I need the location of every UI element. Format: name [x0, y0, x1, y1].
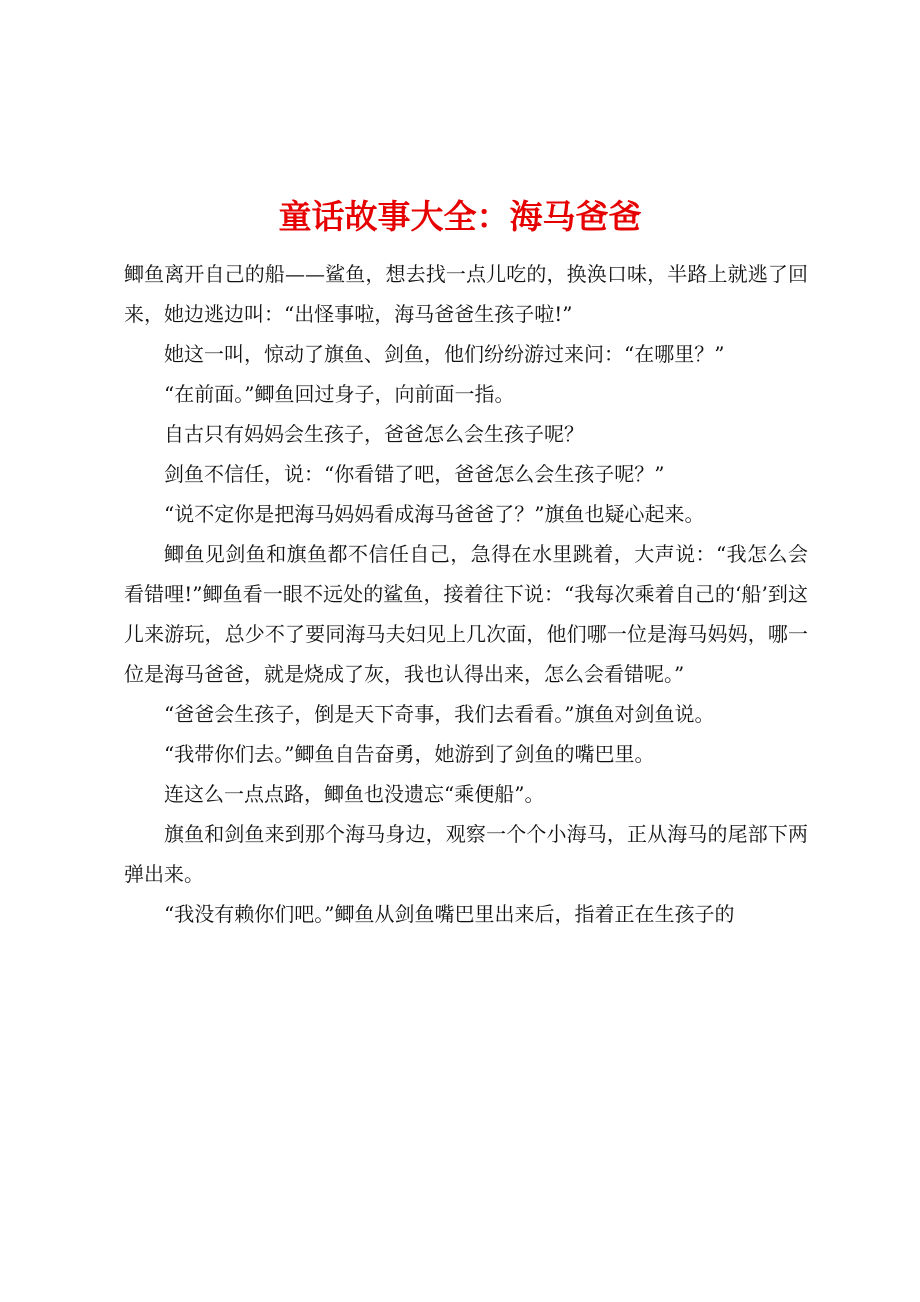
paragraph-12: “我没有赖你们吧。”鲫鱼从剑鱼嘴巴里出来后，指着正在生孩子的	[164, 902, 735, 926]
paragraph-4: 自古只有妈妈会生孩子，爸爸怎么会生孩子呢？	[164, 422, 584, 446]
document-title: 童话故事大全：海马爸爸	[278, 197, 642, 236]
paragraph-5: 剑鱼不信任，说：“你看错了吧，爸爸怎么会生孩子呢？”	[164, 462, 665, 486]
paragraph-11: 旗鱼和剑鱼来到那个海马身边，观察一个个小海马，正从海马的尾部下两弹出来。	[124, 822, 808, 886]
paragraph-8: “爸爸会生孩子，倒是天下奇事，我们去看看。”旗鱼对剑鱼说。	[164, 702, 715, 726]
paragraph-10: 连这么一点点路，鲫鱼也没遗忘“乘便船”。	[164, 782, 545, 806]
document-body	[124, 254, 808, 934]
paragraph-2: 她这一叫，惊动了旗鱼、剑鱼，他们纷纷游过来问：“在哪里？”	[164, 342, 725, 366]
paragraph-3: “在前面。”鲫鱼回过身子，向前面一指。	[164, 382, 515, 406]
paragraph-9: “我带你们去。”鲫鱼自告奋勇，她游到了剑鱼的嘴巴里。	[164, 742, 655, 766]
paragraph-1: 鲫鱼离开自己的船——鲨鱼，想去找一点儿吃的，换涣口味，半路上就逃了回来，她边逃边叫：“出怪事啦，海马爸爸生孩子啦!”	[124, 262, 808, 326]
paragraph-7: 鲫鱼见剑鱼和旗鱼都不信任自己，急得在水里跳着，大声说：“我怎么会看错哩!”鲫鱼看一眼不远处的鲨鱼，接着往下说：“我每次乘着自己的‘船’到这儿来游玩，总少不了要同海马夫妇见上几次面，他们哪一位是海马妈妈，哪一位是海马爸爸，就是烧成了灰，我也认得出来，怎么会看错呢。”	[124, 542, 808, 686]
paragraph-6: “说不定你是把海马妈妈看成海马爸爸了？”旗鱼也疑心起来。	[164, 502, 705, 526]
